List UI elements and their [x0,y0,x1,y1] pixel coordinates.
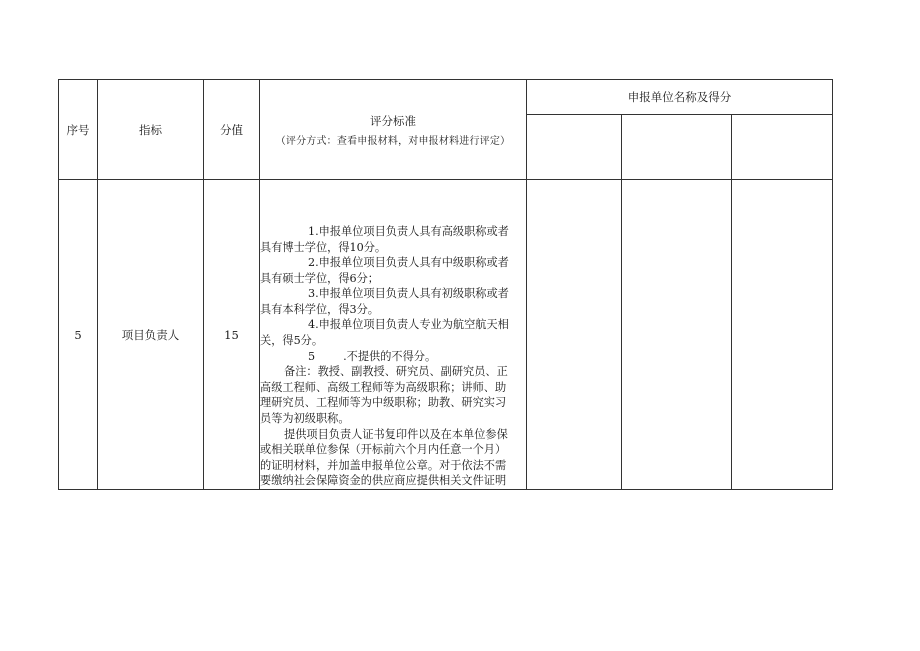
criteria-line: 具有硕士学位，得6分； [260,271,379,285]
criteria-subtitle: （评分方式：查看申报材料，对申报材料进行评定） [275,135,511,147]
table-row [59,180,833,490]
criteria-line: 1.申报单位项目负责人具有高级职称或者 [308,224,509,238]
applicant-column-2 [622,115,732,180]
header-score: 分值 [204,80,260,180]
note-line: 员等为初级职称。 [260,412,350,426]
criteria-title: 评分标准 [370,113,416,128]
applicant-column-1 [527,115,622,180]
note-line: 理研究员、工程师等为中级职称；助教、研究实习 [260,396,507,410]
proof-line: 的证明材料，并加盖申报单位公章。对于依法不需 [260,458,507,472]
applicant-score-3 [732,180,833,490]
criteria-line [260,349,526,365]
row-indicator: 项目负责人 [98,180,204,490]
applicant-column-3 [732,115,833,180]
row-score: 15 [204,180,260,490]
criteria-item-number: 5 [308,349,316,363]
row-criteria [260,180,527,490]
criteria-line: 2.申报单位项目负责人具有中级职称或者 [308,256,509,270]
header-seq: 序号 [59,80,98,180]
proof-line: 或相关联单位参保（开标前六个月内任意一个月） [260,443,507,457]
header-indicator: 指标 [98,80,204,180]
criteria-line: 具有博士学位，得10分。 [260,240,387,254]
criteria-line: 3.申报单位项目负责人具有初级职称或者 [308,287,509,301]
note-line: 高级工程师、高级工程师等为高级职称；讲师、助 [260,380,507,394]
criteria-line: 4.申报单位项目负责人专业为航空航天相 [308,318,509,332]
proof-line: 要缴纳社会保障资金的供应商应提供相关文件证明 [260,474,507,488]
row-seq: 5 [59,180,98,490]
applicant-score-2 [622,180,732,490]
criteria-line: 具有本科学位，得3分。 [260,302,379,316]
applicant-score-1 [527,180,622,490]
header-criteria [260,80,527,180]
scoring-table [58,79,833,490]
proof-line: 提供项目负责人证书复印件以及在本单位参保 [284,427,508,441]
note-line: 备注：教授、副教授、研究员、副研究员、正 [284,365,508,379]
criteria-line: 关，得5分。 [260,334,324,348]
criteria-item-text: .不提供的不得分。 [343,349,437,363]
header-applicants: 申报单位名称及得分 [527,80,833,115]
